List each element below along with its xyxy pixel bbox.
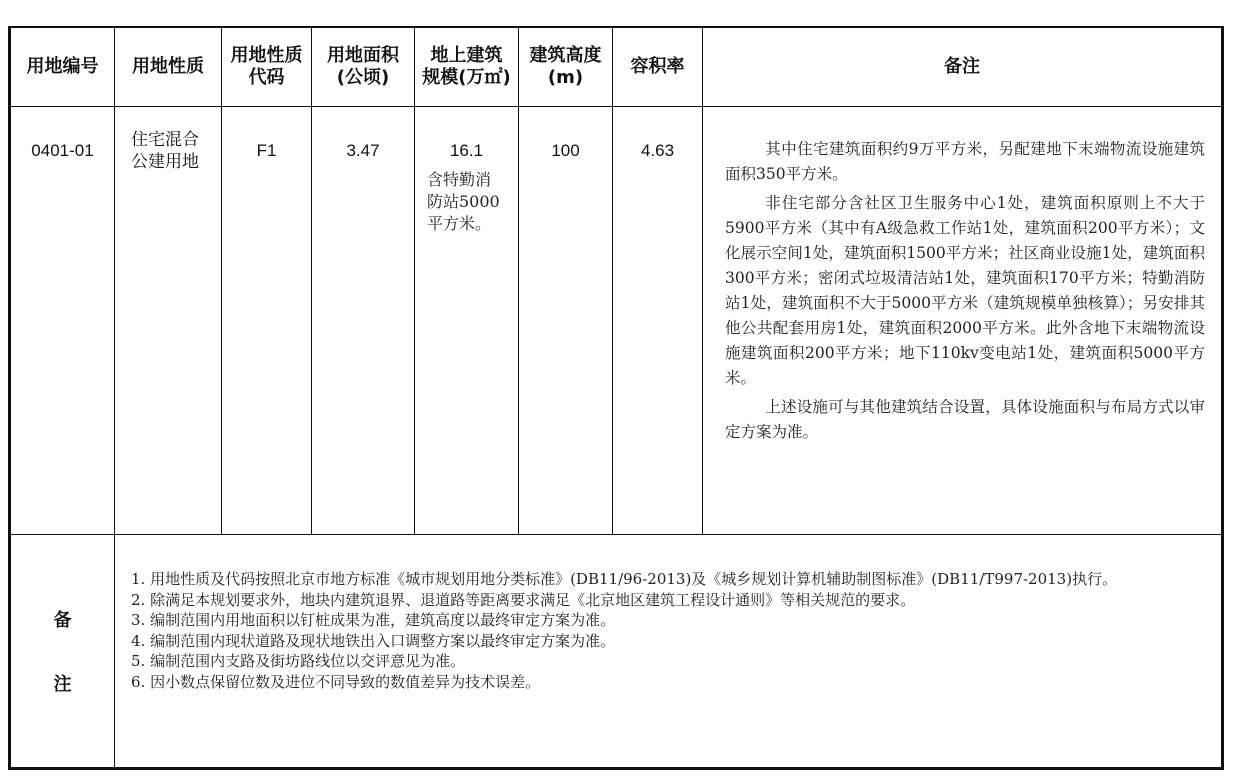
notes-label-char2: 注 <box>53 674 72 695</box>
table-row <box>11 107 1222 535</box>
header-far: 容积率 <box>613 28 703 107</box>
notes-content <box>115 535 1222 768</box>
header-area-line2: (公顷) <box>336 67 390 88</box>
notes-label <box>11 535 115 768</box>
note-item: 4. 编制范围内现状道路及现状地铁出入口调整方案以最终审定方案为准。 <box>131 631 616 650</box>
remark-paragraph-1: 其中住宅建筑面积约9万平方米，另配建地下末端物流设施建筑面积350平方米。 <box>725 140 1205 183</box>
header-scale <box>415 28 519 107</box>
remark-paragraph-3: 上述设施可与其他建筑结合设置，具体设施面积与布局方式以审定方案为准。 <box>725 398 1205 441</box>
header-scale-line1: 地上建筑 <box>430 45 503 66</box>
header-scale-line2: 规模(万㎡) <box>422 67 511 88</box>
notes-label-char1: 备 <box>53 610 72 631</box>
header-row <box>11 28 1222 107</box>
cell-far: 4.63 <box>613 107 703 535</box>
cell-scale <box>415 107 519 535</box>
note-item: 3. 编制范围内用地面积以钉桩成果为准，建筑高度以最终审定方案为准。 <box>131 611 616 629</box>
cell-area: 3.47 <box>312 107 415 535</box>
header-land-code <box>222 28 312 107</box>
cell-remark <box>703 107 1222 535</box>
scale-note-line2: 防站5000 <box>427 192 500 211</box>
header-height-line2: (m) <box>547 67 584 88</box>
header-land-code-line1: 用地性质 <box>230 45 303 66</box>
cell-plot-no: 0401-01 <box>11 107 115 535</box>
cell-land-code: F1 <box>222 107 312 535</box>
header-plot-no: 用地编号 <box>11 28 115 107</box>
note-item: 5. 编制范围内支路及街坊路线位以交评意见为准。 <box>131 652 466 670</box>
cell-land-use <box>115 107 222 535</box>
cell-scale-note <box>415 169 518 235</box>
header-area <box>312 28 415 107</box>
cell-land-use-line1: 住宅混合 <box>131 130 199 149</box>
note-item: 1. 用地性质及代码按照北京市地方标准《城市规划用地分类标准》(DB11/96-2013)及《城乡规划计算机辅助制图标准》(DB11/T997-2013)执行。 <box>131 570 1118 588</box>
header-land-use: 用地性质 <box>115 28 222 107</box>
note-item: 6. 因小数点保留位数及进位不同导致的数值差异为技术误差。 <box>131 672 541 691</box>
header-height <box>519 28 613 107</box>
land-use-table-sheet <box>8 26 1224 770</box>
header-height-line1: 建筑高度 <box>529 45 602 66</box>
header-land-code-line2: 代码 <box>248 67 285 88</box>
remark-paragraph-2: 非住宅部分含社区卫生服务中心1处，建筑面积原则上不大于5900平方米（其中有A级急救工作站1处，建筑面积200平方米）；文化展示空间1处，建筑面积1500平方米；社区商业设施1处，建筑面积300平方米；密闭式垃圾清洁站1处，建筑面积170平方米；特勤消防站1处，建筑面积不大于5000平方米（建筑规模单独核算）；另安排其他公共配套用房1处，建筑面积2000平方米。此外含地下末端物流设施建筑面积200平方米；地下110kv变电站1处，建筑面积5000平方米。 <box>725 194 1205 387</box>
note-item: 2. 除满足本规划要求外，地块内建筑退界、退道路等距离要求满足《北京地区建筑工程设计通则》等相关规范的要求。 <box>131 590 916 609</box>
land-use-table <box>10 28 1222 768</box>
cell-land-use-line2: 公建用地 <box>131 152 199 171</box>
notes-row <box>11 535 1222 768</box>
header-area-line1: 用地面积 <box>327 45 399 66</box>
cell-scale-value: 16.1 <box>449 141 484 160</box>
scale-note-line1: 含特勤消 <box>427 170 492 189</box>
scale-note-line3: 平方米。 <box>427 214 492 233</box>
cell-height: 100 <box>519 107 613 535</box>
header-remark: 备注 <box>703 28 1222 107</box>
